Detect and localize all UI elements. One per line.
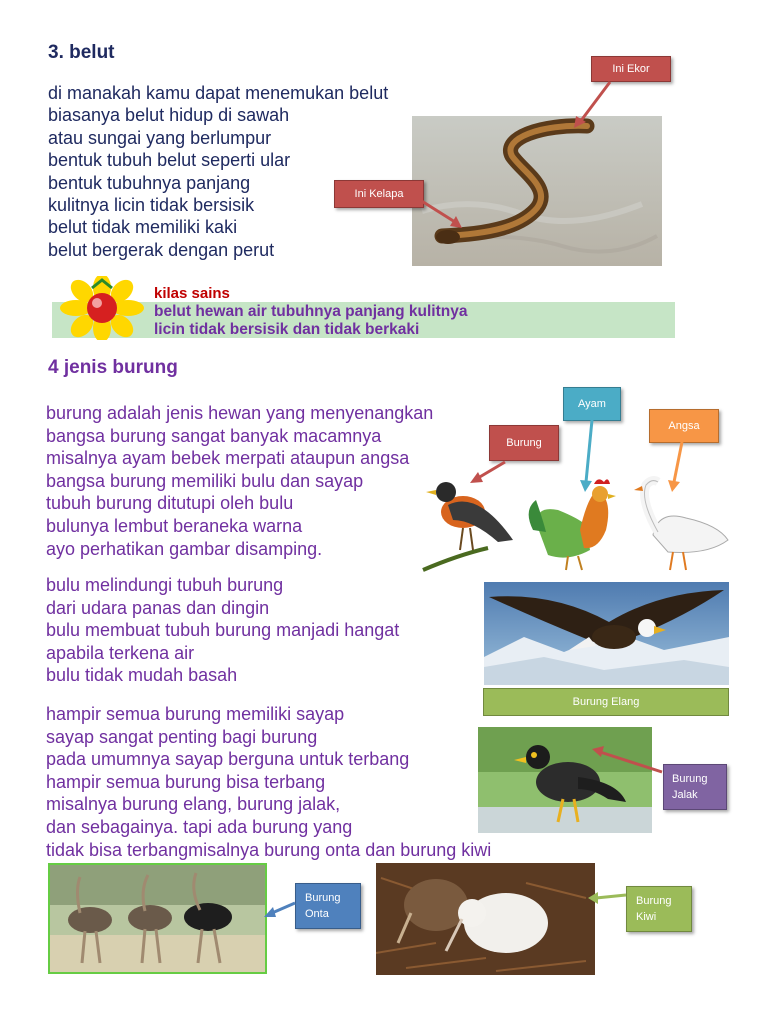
label-text: Burung bbox=[506, 437, 542, 449]
text-line: dan sebagainya. tapi ada burung yang bbox=[46, 816, 353, 837]
text-line: bentuk tubuhnya panjang bbox=[48, 172, 251, 193]
label-text: Ayam bbox=[578, 398, 606, 410]
label-text: Onta bbox=[305, 908, 329, 920]
label-text: Burung bbox=[636, 895, 672, 907]
text-line: dari udara panas dan dingin bbox=[46, 597, 270, 618]
section-heading-burung: 4 jenis burung bbox=[48, 357, 178, 378]
text-line: ayo perhatikan gambar disamping. bbox=[46, 538, 323, 559]
label-text: Burung bbox=[672, 773, 708, 785]
text-line: tubuh burung ditutupi oleh bulu bbox=[46, 493, 294, 514]
text-line: bulu membuat tubuh burung manjadi hangat bbox=[46, 620, 400, 641]
text-line: atau sungai yang berlumpur bbox=[48, 127, 272, 148]
text-line: apabila terkena air bbox=[46, 642, 195, 663]
kilas-title: kilas sains bbox=[154, 285, 230, 302]
text-line: bulunya lembut beraneka warna bbox=[46, 515, 303, 536]
text-line: biasanya belut hidup di sawah bbox=[48, 105, 290, 126]
label-text: Burung Elang bbox=[572, 696, 640, 708]
kilas-line: licin tidak bersisik dan tidak berkaki bbox=[154, 321, 420, 338]
text-line: bentuk tubuh belut seperti ular bbox=[48, 150, 291, 171]
text-line: belut tidak memiliki kaki bbox=[48, 217, 238, 238]
text-line: bulu melindungi tubuh burung bbox=[46, 575, 284, 595]
text-line: bulu tidak mudah basah bbox=[46, 665, 238, 686]
section-heading-belut: 3. belut bbox=[48, 42, 115, 63]
text-line: misalnya burung elang, burung jalak, bbox=[46, 794, 341, 815]
text-line: belut bergerak dengan perut bbox=[48, 239, 275, 260]
label-text: Kiwi bbox=[636, 911, 657, 923]
label-text: Jalak bbox=[672, 789, 698, 801]
text-line: kulitnya licin tidak bersisik bbox=[48, 195, 255, 216]
label-text: Ini Ekor bbox=[612, 63, 650, 75]
text-line: di manakah kamu dapat menemukan belut bbox=[48, 83, 389, 103]
text-line: burung adalah jenis hewan yang menyenangkan bbox=[46, 403, 434, 423]
label-text: Angsa bbox=[668, 420, 700, 432]
text-line: misalnya ayam bebek merpati ataupun angsa bbox=[46, 448, 410, 469]
text-line: bangsa burung memiliki bulu dan sayap bbox=[46, 470, 364, 491]
label-text: Ini Kelapa bbox=[354, 188, 404, 200]
text-line: tidak bisa terbangmisalnya burung onta dan burung kiwi bbox=[46, 839, 492, 860]
text-line: sayap sangat penting bagi burung bbox=[46, 726, 318, 747]
text-line: bangsa burung sangat banyak macamnya bbox=[46, 425, 382, 446]
text-line: pada umumnya sayap berguna untuk terbang bbox=[46, 749, 410, 770]
text-line: hampir semua burung bisa terbang bbox=[46, 771, 326, 792]
kilas-line: belut hewan air tubuhnya panjang kulitnya bbox=[154, 303, 468, 320]
label-text: Burung bbox=[305, 892, 341, 904]
text-line: hampir semua burung memiliki sayap bbox=[46, 704, 345, 724]
